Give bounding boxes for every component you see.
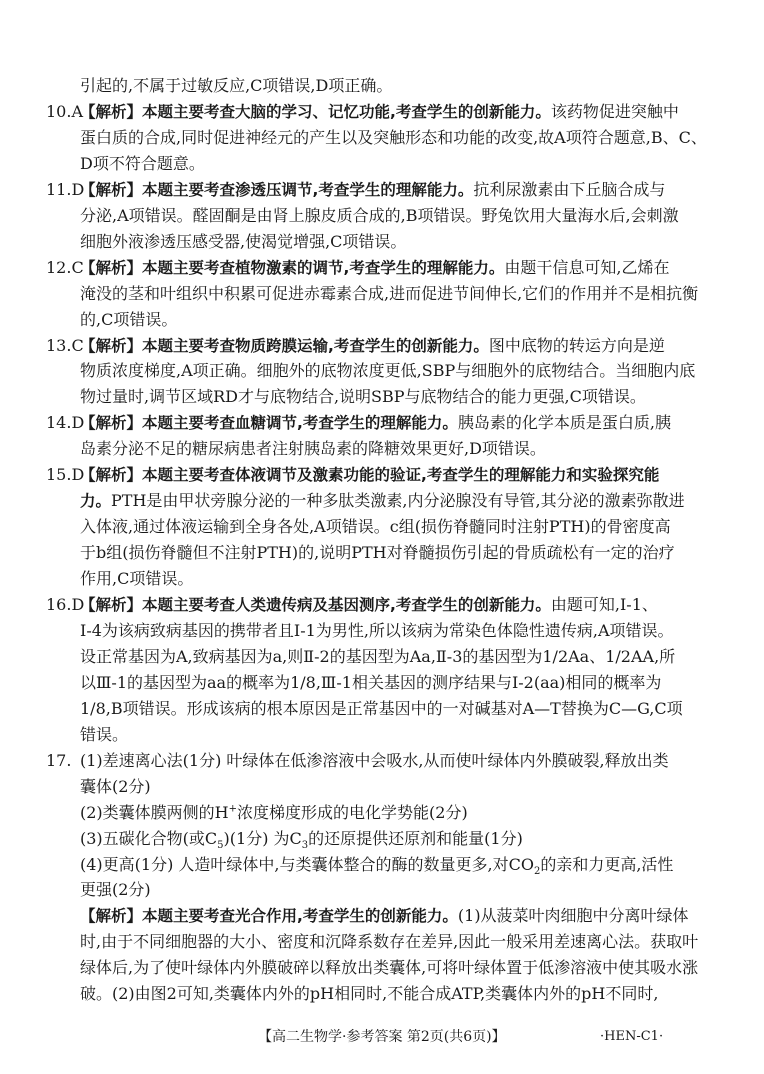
text-line — [46, 595, 658, 615]
text-run: 破。(2)由图2可知,类囊体内外的pH相同时,不能合成ATP,类囊体内外的pH不同时, — [80, 984, 659, 1004]
text-run: (2)类囊体膜两侧的H — [80, 802, 229, 822]
text-line — [46, 258, 669, 278]
text-line — [80, 517, 671, 537]
analysis-heading: 【解析】本题主要考查植物激素的调节,考查学生的理解能力。 — [80, 258, 505, 277]
text-line — [80, 880, 151, 900]
analysis-heading: 【解析】本题主要考查人类遗传病及基因测序,考查学生的创新能力。 — [80, 596, 551, 614]
analysis-heading: 【解析】本题主要考查体液调节及激素功能的验证,考查学生的理解能力和实验探究能 — [80, 466, 660, 485]
text-line — [80, 984, 658, 1004]
text-run: 引起的,不属于过敏反应,C项错误,D项正确。 — [80, 76, 393, 95]
text-run: 更强(2分) — [80, 880, 151, 900]
text-run: 3 — [301, 839, 309, 851]
text-line — [80, 543, 675, 563]
text-line — [46, 102, 679, 122]
text-line — [80, 958, 698, 978]
analysis-heading: 【解析】本题主要考查光合作用,考查学生的创新能力。 — [80, 907, 458, 926]
text-line — [46, 336, 665, 356]
question-number: 12.C — [46, 257, 84, 277]
text-run: 1/8,B项错误。形成该病的根本原因是正常基因中的一对碱基对A—T替换为C—G,C项 — [80, 698, 683, 718]
text-run: 图中底物的转运方向是逆 — [488, 335, 665, 355]
text-run: 蛋白质的合成,同时促进神经元的产生以及突触形态和功能的改变,故A项符合题意,B、C、 — [80, 127, 707, 147]
text-run: 设正常基因为A,致病基因为a,则Ⅱ-2的基因型为Aa,Ⅱ-3的基因型为1/2Aa、1/2AA,所 — [80, 646, 676, 666]
text-run: 5 — [217, 839, 224, 851]
text-line — [80, 569, 193, 589]
text-line — [80, 284, 698, 304]
text-run: 物质浓度梯度,A项正确。细胞外的底物浓度更低,SBP与细胞外的底物结合。当细胞内底 — [80, 361, 696, 381]
text-line — [80, 906, 689, 926]
text-line — [80, 491, 685, 511]
text-run: + — [228, 803, 238, 815]
text-run: 胰岛素的化学本质是蛋白质,胰 — [457, 413, 671, 433]
question-number: 13.C — [46, 335, 84, 355]
text-run: 细胞外液渗透压感受器,使渴觉增强,C项错误。 — [80, 231, 407, 251]
text-line — [80, 803, 468, 823]
text-line — [46, 465, 659, 485]
text-run: 以Ⅲ-1的基因型为aa的概率为1/8,Ⅲ-1相关基因的测序结果与Ⅰ-2(aa)相同的概率为 — [80, 672, 662, 692]
text-line — [80, 361, 695, 381]
text-run: 浓度梯度形成的电化学势能(2分) — [237, 802, 468, 822]
text-line — [80, 777, 151, 797]
text-run: PTH是由甲状旁腺分泌的一种多肽类激素,内分泌腺没有导管,其分泌的激素弥散进 — [111, 491, 685, 511]
question-number: 14.D — [46, 413, 85, 433]
text-line — [80, 232, 406, 252]
question-number: 10.A — [46, 101, 83, 121]
text-run: 错误。 — [80, 724, 129, 744]
text-run: 岛素分泌不足的糖尿病患者注射胰岛素的降糖效果更好,D项错误。 — [80, 439, 546, 459]
analysis-heading: 【解析】本题主要考查大脑的学习、记忆功能,考查学生的创新能力。 — [80, 102, 551, 121]
text-run: 的,C项错误。 — [80, 309, 178, 329]
text-line — [80, 855, 673, 875]
text-line — [80, 206, 679, 226]
text-run: Ⅰ-4为该病致病基因的携带者且Ⅰ-1为男性,所以该病为常染色体隐性遗传病,A项错误。 — [80, 620, 674, 640]
text-line — [80, 621, 674, 641]
text-run: 由题可知,Ⅰ-1、 — [550, 595, 658, 614]
text-line — [80, 128, 707, 148]
text-run: 分泌,A项错误。醛固酮是由肾上腺皮质合成的,B项错误。野兔饮用大量海水后,会刺激 — [80, 205, 679, 225]
text-run: 物过量时,调节区域RD才与底物结合,说明SBP与底物结合的能力更强,C项错误。 — [80, 387, 646, 407]
footer-code: ·HEN-C1· — [600, 1029, 664, 1044]
text-run: 的亲和力更高,活性 — [540, 854, 674, 874]
text-run: (1)从菠菜叶肉细胞中分离叶绿体 — [457, 906, 689, 926]
text-run: 时,由于不同细胞器的大小、密度和沉降系数存在差异,因此一般采用差速离心法。获取叶 — [80, 932, 699, 952]
footer-page-label: 【高二生物学·参考答案 第2页(共6页)】 — [258, 1029, 506, 1045]
text-run: 于b组(损伤脊髓但不注射PTH)的,说明PTH对脊髓损伤引起的骨质疏松有一定的治疗 — [80, 543, 675, 563]
text-run: 由题干信息可知,乙烯在 — [504, 257, 670, 277]
text-line — [80, 387, 646, 407]
text-line — [80, 310, 177, 330]
text-line — [46, 180, 665, 200]
text-line — [80, 932, 698, 952]
question-number: 15.D — [46, 465, 85, 485]
analysis-heading: 【解析】本题主要考查血糖调节,考查学生的理解能力。 — [80, 414, 458, 433]
analysis-heading: 【解析】本题主要考查物质跨膜运输,考查学生的创新能力。 — [80, 336, 489, 355]
page-footer — [0, 1026, 764, 1050]
text-run: 绿体后,为了使叶绿体内外膜破碎以释放出类囊体,可将叶绿体置于低渗溶液中使其吸水涨 — [80, 958, 699, 978]
text-run: (4)更高(1分) 人造叶绿体中,与类囊体整合的酶的数量更多,对CO — [80, 854, 534, 874]
text-line — [80, 699, 683, 719]
text-line — [46, 413, 671, 433]
text-line — [80, 76, 392, 96]
text-run: D项不符合题意。 — [80, 153, 205, 173]
text-line — [80, 829, 523, 849]
analysis-heading: 力。 — [80, 492, 112, 511]
text-run: 作用,C项错误。 — [80, 569, 194, 589]
question-number: 17. — [46, 750, 72, 770]
question-number: 16.D — [46, 595, 85, 614]
text-line — [80, 439, 546, 459]
text-run: (3)五碳化合物(或C — [80, 828, 218, 848]
text-run: )(1分) 为C — [223, 828, 302, 848]
text-run: 该药物促进突触中 — [550, 101, 679, 121]
text-line — [80, 673, 661, 693]
text-run: (1)差速离心法(1分) 叶绿体在低渗溶液中会吸水,从而使叶绿体内外膜破裂,释放出类 — [80, 750, 669, 770]
text-run: 2 — [533, 865, 541, 877]
text-line — [80, 725, 128, 745]
analysis-heading: 【解析】本题主要考查渗透压调节,考查学生的理解能力。 — [80, 180, 474, 199]
text-line — [80, 154, 205, 174]
text-run: 入体液,通过体液运输到全身各处,A项错误。c组(损伤脊髓同时注射PTH)的骨密度高 — [80, 517, 671, 537]
text-run: 抗利尿激素由下丘脑合成与 — [473, 179, 666, 199]
text-run: 的还原提供还原剂和能量(1分) — [308, 828, 523, 848]
text-line — [80, 647, 675, 667]
question-number: 11.D — [46, 179, 85, 199]
text-run: 囊体(2分) — [80, 776, 151, 796]
text-line — [46, 751, 669, 771]
text-run: 淹没的茎和叶组织中积累可促进赤霉素合成,进而促进节间伸长,它们的作用并不是相抗衡 — [80, 283, 699, 303]
